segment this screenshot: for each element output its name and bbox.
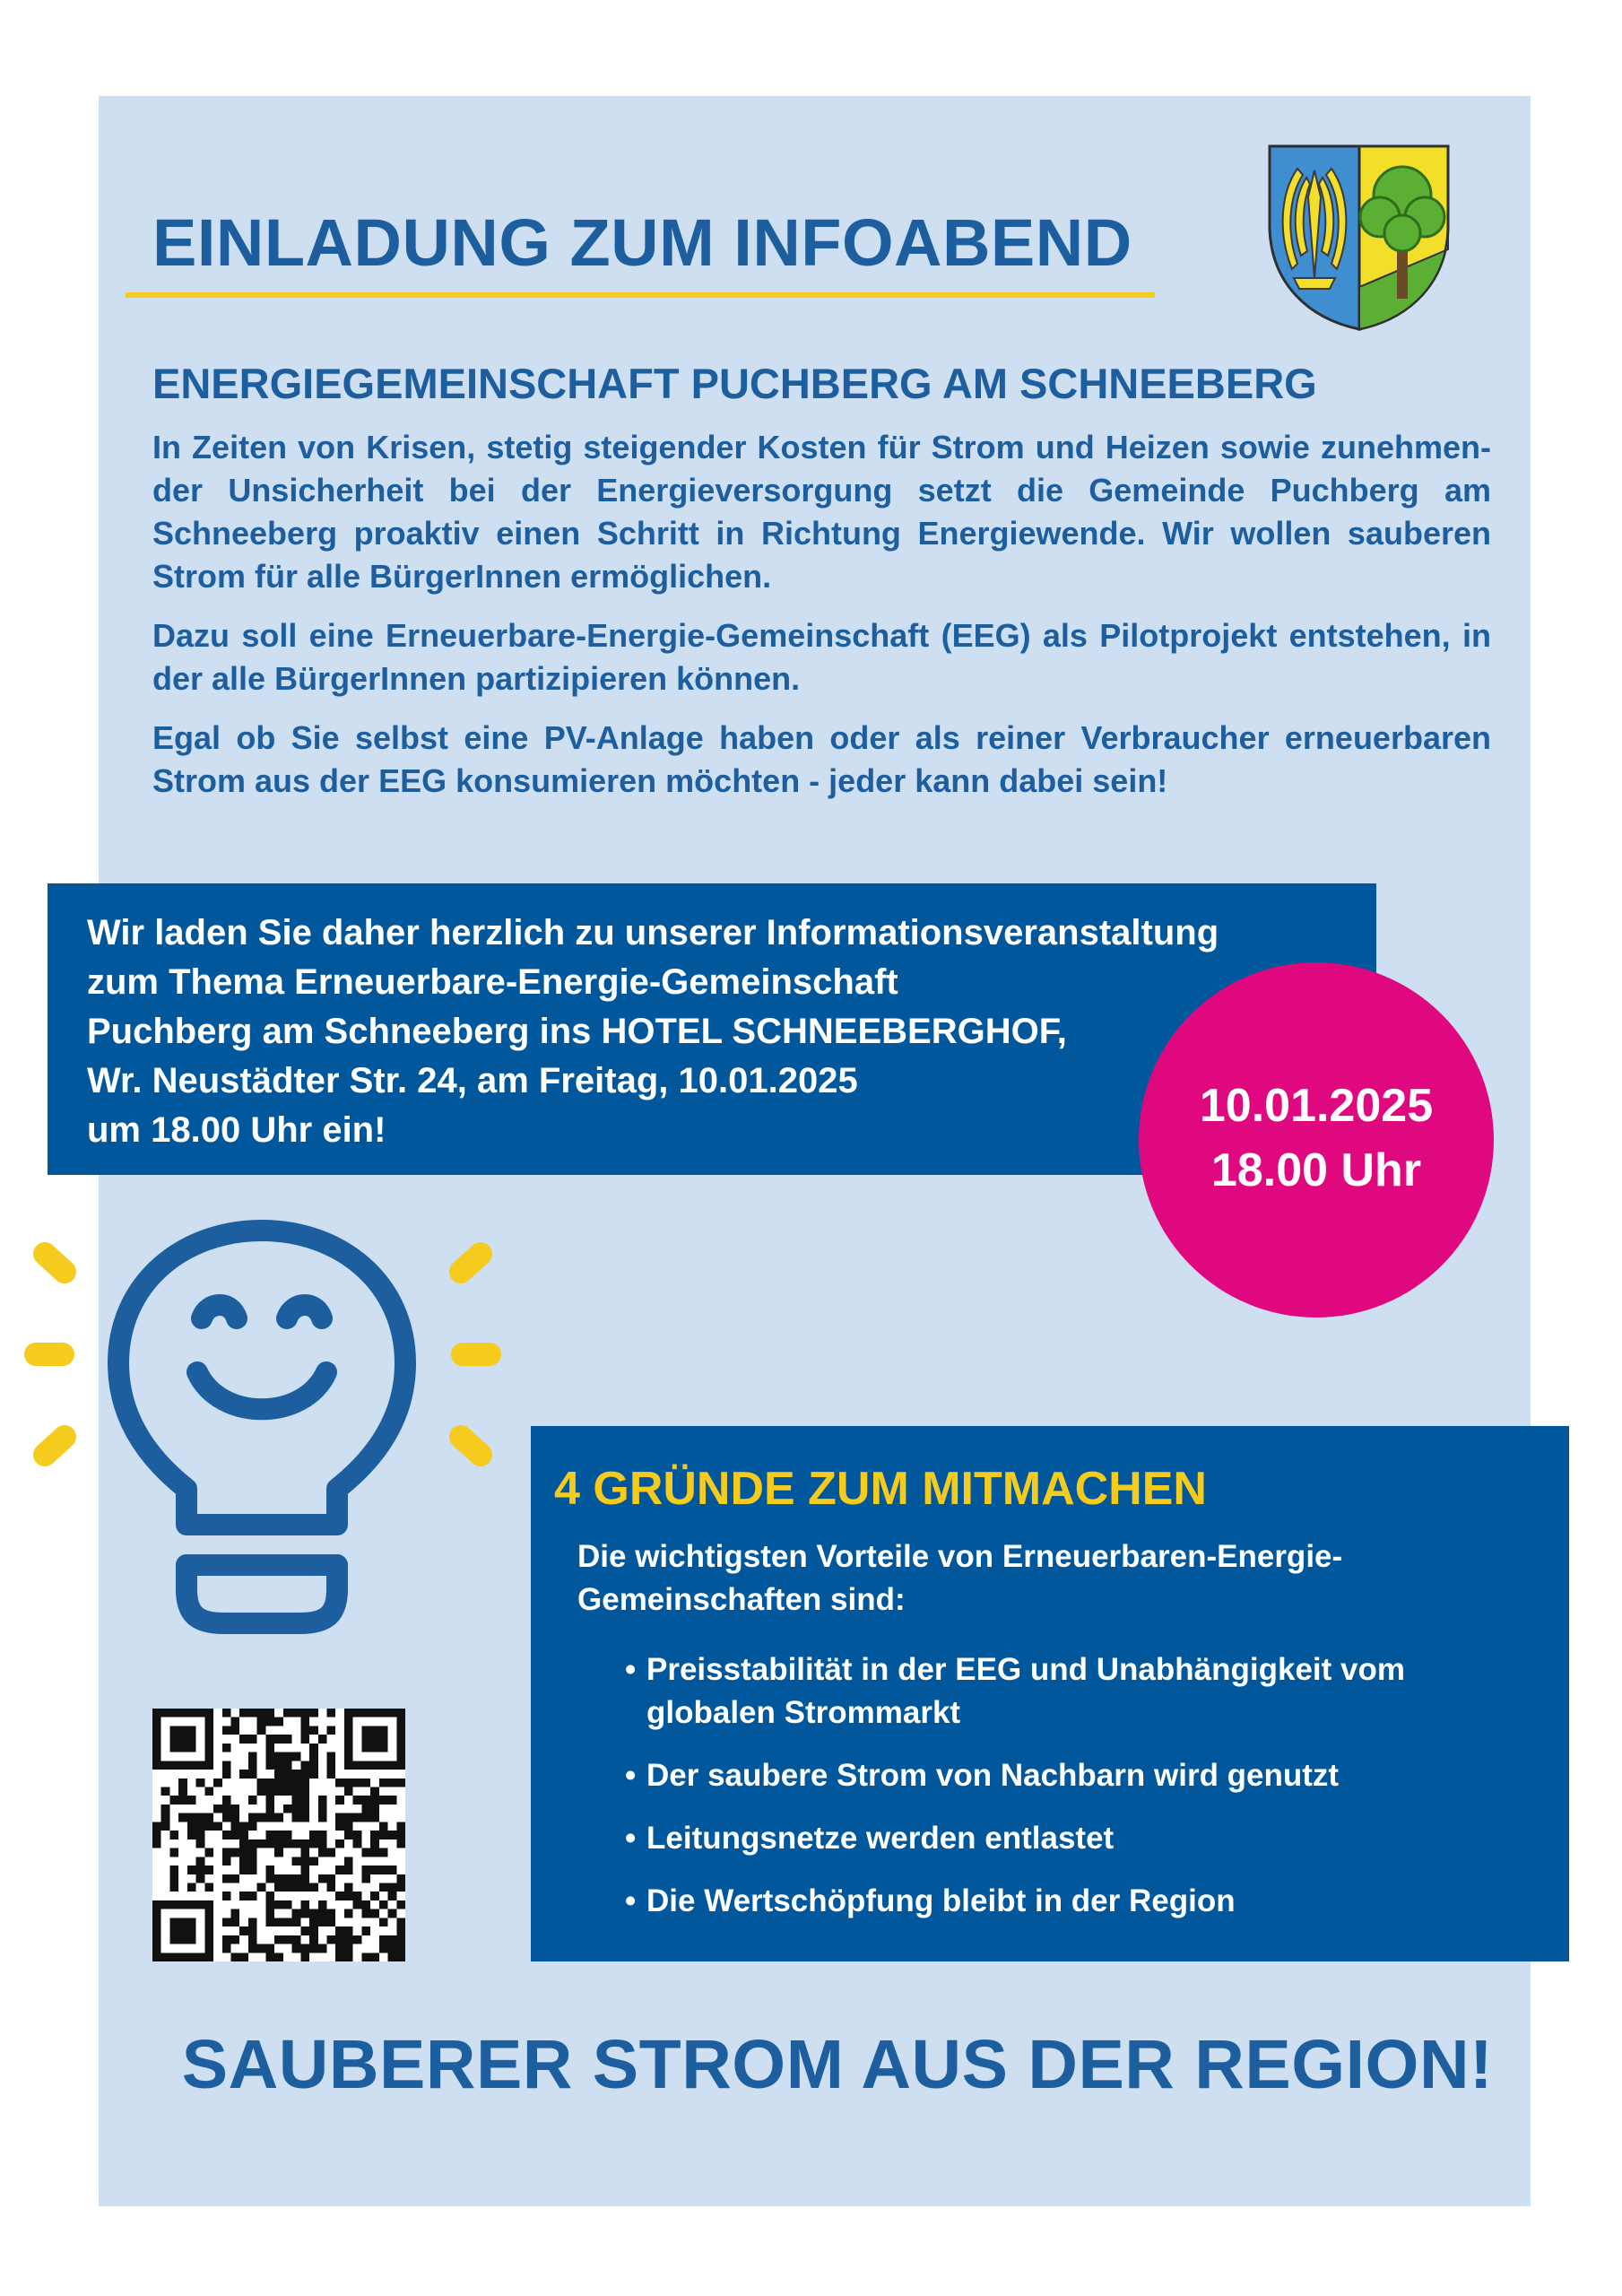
intro-paragraph-2: Dazu soll eine Erneuerbare-Energie-Gemeinschaft (EEG) als Pilotprojekt entstehen, in der alle BürgerInnen partizipieren können.	[152, 617, 1491, 697]
event-time: 18.00 Uhr	[1210, 1144, 1422, 1196]
invitation-line: um 18.00 Uhr ein!	[87, 1110, 386, 1150]
invitation-line: Wir laden Sie daher herzlich zu unserer Informationsveranstaltung	[87, 913, 1219, 952]
list-item: • Die Wertschöpfung bleibt in der Region	[625, 1880, 1540, 1923]
intro-paragraph-1: In Zeiten von Krisen, stetig steigender Kosten für Strom und Heizen sowie zunehmen-der Unsicherheit bei der Energieversorgung setzt die Gemeinde Puchberg am Schneeberg proaktiv einen Schritt in Richtung Energiewende. Wir wollen sauberen Strom für alle BürgerInnen ermöglichen.	[152, 429, 1491, 595]
reasons-list	[625, 1648, 1540, 1943]
list-item: • Der saubere Strom von Nachbarn wird genutzt	[625, 1754, 1540, 1797]
invitation-line: Puchberg am Schneeberg ins HOTEL SCHNEEBERGHOF,	[87, 1012, 1067, 1051]
smiling-lightbulb-icon	[18, 1220, 520, 1686]
page-title: EINLADUNG ZUM INFOABEND	[152, 205, 1132, 280]
invitation-text	[87, 909, 1253, 1155]
coat-of-arms-icon	[1267, 144, 1451, 332]
section-subtitle: ENERGIEGEMEINSCHAFT PUCHBERG AM SCHNEEBERG	[152, 360, 1317, 407]
list-item: • Leitungsnetze werden entlastet	[625, 1817, 1540, 1860]
reasons-box	[531, 1426, 1569, 1961]
reasons-intro: Die wichtigsten Vorteile von Erneuerbaren-Energie-Gemeinschaften sind:	[577, 1539, 1343, 1617]
reasons-title: 4 GRÜNDE ZUM MITMACHEN	[554, 1463, 1207, 1515]
event-date-badge	[1139, 962, 1494, 1318]
intro-text	[152, 426, 1491, 819]
title-underline	[126, 292, 1155, 298]
event-date: 10.01.2025	[1199, 1080, 1434, 1132]
invitation-line: Wr. Neustädter Str. 24, am Freitag, 10.01.2025	[87, 1061, 858, 1100]
slogan: SAUBERER STROM AUS DER REGION!	[181, 2026, 1494, 2103]
list-item: • Preisstabilität in der EEG und Unabhängigkeit vom globalen Strommarkt	[625, 1648, 1540, 1735]
intro-paragraph-3: Egal ob Sie selbst eine PV-Anlage haben oder als reiner Verbraucher erneuerbaren Strom aus der EEG konsumieren möchten - jeder kann dabei sein!	[152, 719, 1491, 799]
qr-code-icon	[152, 1709, 405, 1961]
invitation-line: zum Thema Erneuerbare-Energie-Gemeinschaft	[87, 962, 898, 1002]
